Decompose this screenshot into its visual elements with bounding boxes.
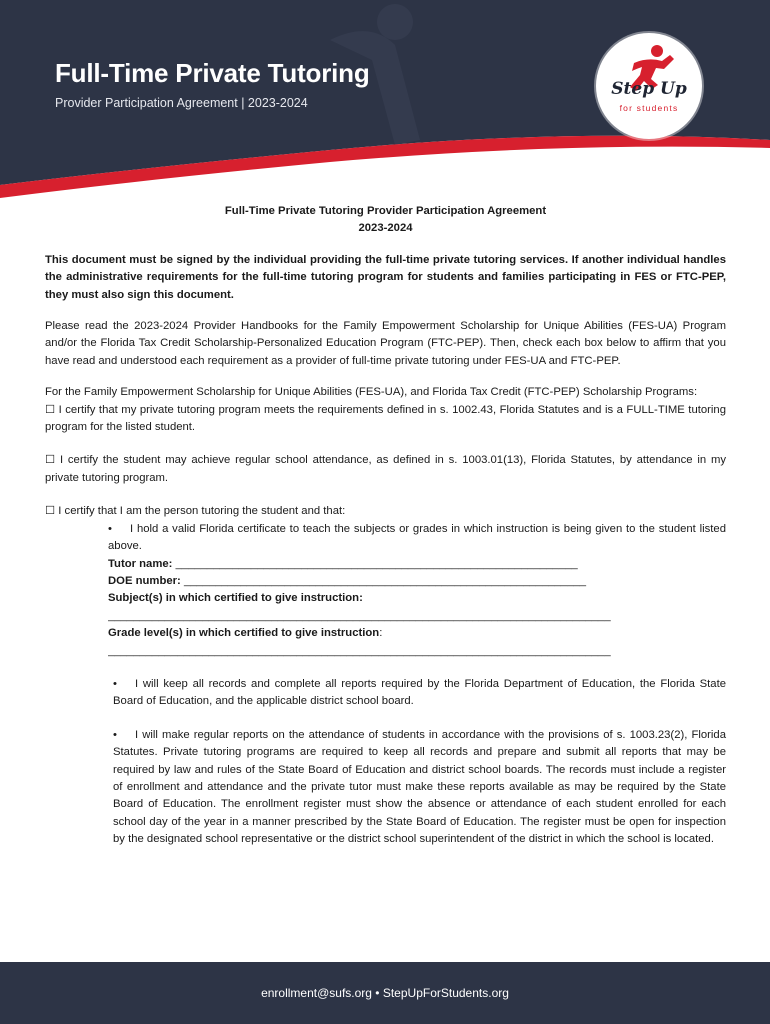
document-title-line1: Full-Time Private Tutoring Provider Participation Agreement — [224, 205, 547, 217]
grade-level-blank[interactable]: ________________________________________________________________________________ — [108, 644, 611, 657]
page-header — [0, 0, 770, 200]
subjects-blank[interactable]: ________________________________________________________________________________ — [108, 609, 611, 622]
logo-sub-text: for students — [619, 103, 679, 113]
grade-level-colon: : — [379, 627, 383, 640]
doe-number-label: DOE number: — [108, 574, 181, 587]
tutor-name-label: Tutor name: — [108, 557, 173, 570]
grade-level-label-row — [108, 625, 726, 642]
grade-level-label: Grade level(s) in which certified to give instruction — [108, 627, 380, 640]
doe-number-field[interactable] — [108, 573, 726, 590]
certify-attendance-checkbox[interactable]: ☐ I certify the student may achieve regular school attendance, as defined in s. 1003.01(13), Florida Statutes, by attendance in my private tutoring program. — [45, 454, 726, 484]
certificate-bullet-text: I hold a valid Florida certificate to teach the subjects or grades in which instruction is being given to the student listed above. — [108, 522, 726, 553]
logo-main-text: Step Up — [611, 79, 687, 99]
intro-paragraph: This document must be signed by the individual providing the full-time private tutoring services. If another individual handles the administrative requirements for the full-time tutoring program for students and families participating in FES or FTC-PEP, they must also sign this document. — [45, 253, 726, 301]
footer-contact[interactable]: enrollment@sufs.org • StepUpForStudents.org — [261, 986, 509, 1000]
document-title-year: 2023-2024 — [358, 222, 413, 235]
records-bullet-text: I will keep all records and complete all reports required by the Florida Department of Education, the Florida State Board of Education, and the applicable district school board. — [113, 677, 726, 708]
doe-number-blank[interactable]: ________________________________________________________________ — [183, 574, 587, 587]
attendance-reports-bullet — [113, 727, 726, 849]
page-footer — [0, 962, 770, 1024]
attendance-reports-bullet-text: I will make regular reports on the attendance of students in accordance with the provisions of s. 1003.23(2), Florida Statutes. Private tutoring programs are required to keep all records and prepare and submit all reports that may be required by law and rules of the State Board of Education and district school boards. The records must include a register of enrollment and attendance and the private tutor must make these reports available as may be required by the State Board of Education. The enrollment register must show the absence or attendance of each student enrolled for each school day of the year in a manner prescribed by the State Board of Education. The register must be open for inspection by the designated school representative or the district school superintendent of the district in which the school is located. — [113, 728, 726, 846]
tutor-fields — [108, 556, 726, 660]
header-subtitle: Provider Participation Agreement | 2023-2024 — [55, 96, 308, 110]
read-handbooks-paragraph: Please read the 2023-2024 Provider Handbooks for the Family Empowerment Scholarship for Unique Abilities (FES-UA) Program and/or the Florida Tax Credit Scholarship-Personalized Education Program (FTC-PEP). Then, check each box below to affirm that you have read and understood each requirement as a provider of full-time private tutoring under FES-UA and FTC-PEP. — [45, 320, 726, 367]
tutor-name-blank[interactable]: ________________________________________________________________ — [175, 557, 578, 570]
programs-paragraph: For the Family Empowerment Scholarship for Unique Abilities (FES-UA), and Florida Tax Credit (FTC-PEP) Scholarship Programs: — [45, 386, 698, 399]
records-bullet — [113, 676, 726, 711]
certify-tutor-checkbox[interactable]: ☐ I certify that I am the person tutoring the student and that: — [45, 505, 346, 518]
certify-program-checkbox[interactable]: ☐ I certify that my private tutoring program meets the requirements defined in s. 1002.43, Florida Statutes and is a FULL-TIME tutoring program for the listed student. — [45, 403, 726, 434]
step-up-logo — [596, 33, 702, 139]
agreement-body — [45, 203, 726, 849]
bullet-marker: • — [108, 522, 112, 535]
document-title — [45, 203, 726, 238]
tutor-name-field[interactable] — [108, 556, 726, 573]
bullet-marker: • — [113, 728, 117, 741]
bullet-marker: • — [113, 677, 117, 690]
header-title: Full-Time Private Tutoring — [55, 58, 370, 88]
certificate-bullet — [108, 521, 726, 556]
subjects-label: Subject(s) in which certified to give instruction: — [108, 592, 363, 605]
